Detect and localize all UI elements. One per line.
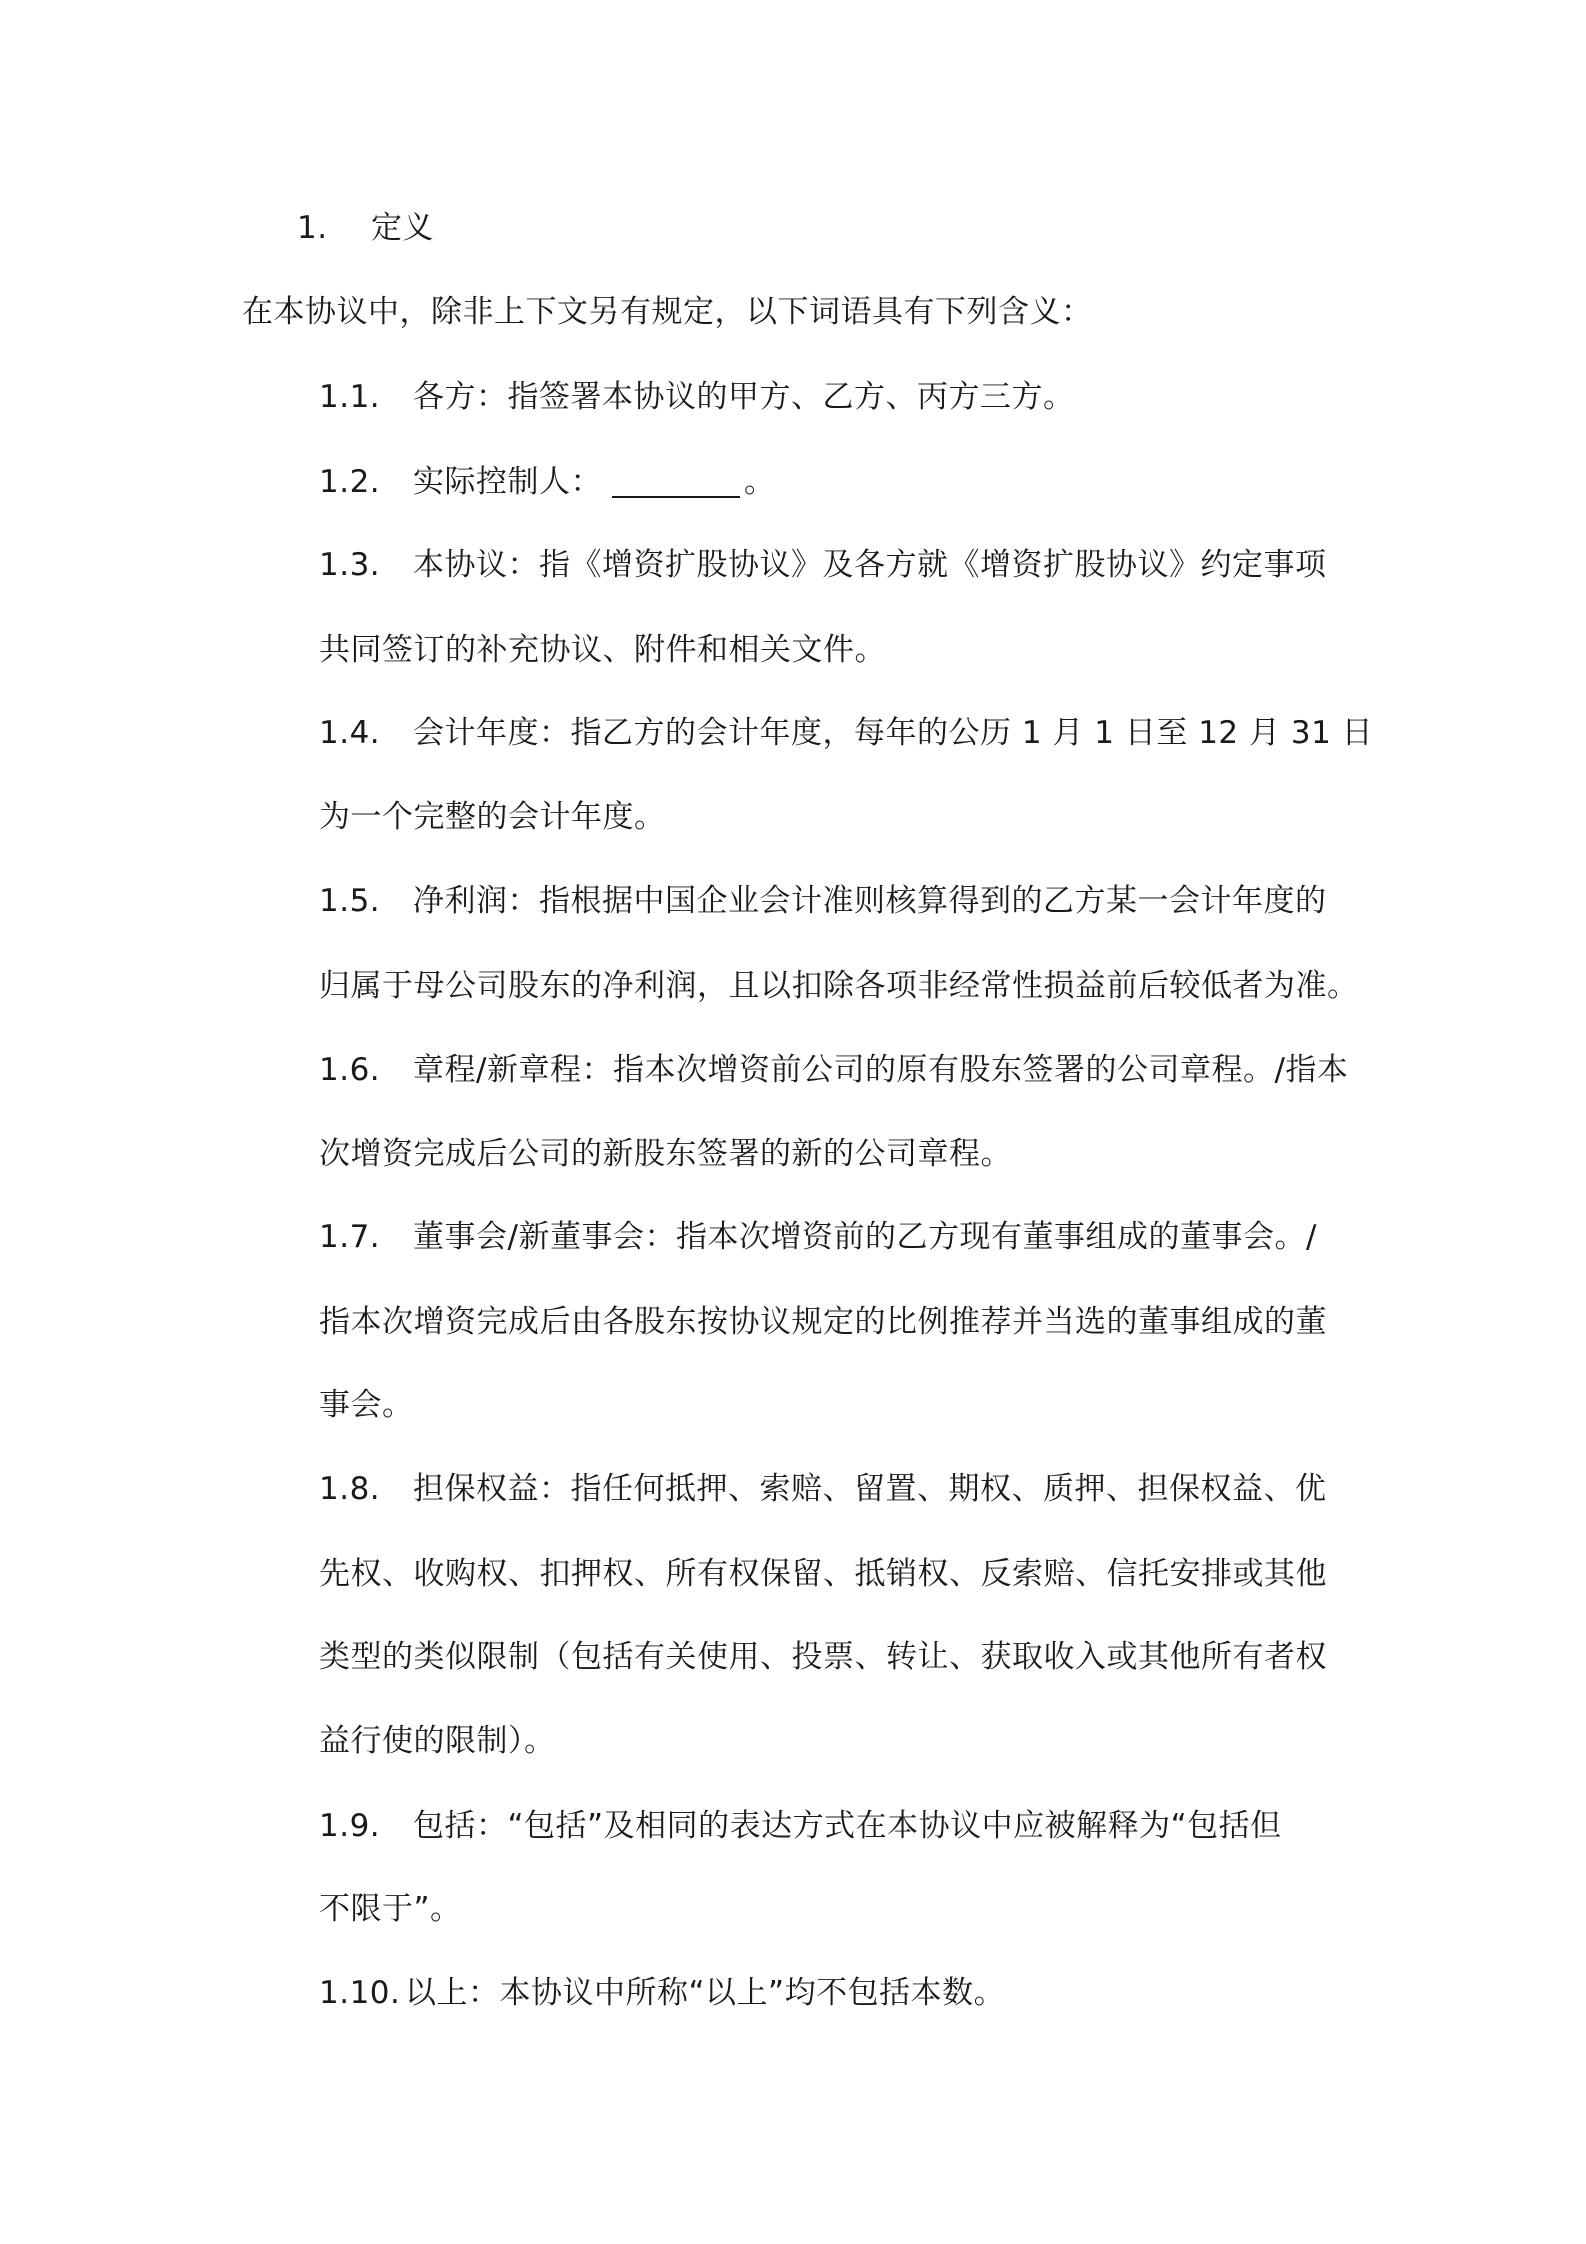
item-number: 1.2.: [319, 464, 381, 500]
item-number: 1.6.: [319, 1052, 381, 1088]
intro-paragraph: 在本协议中，除非上下文另有规定，以下词语具有下列含义：: [242, 294, 1093, 330]
item-continuation: 益行使的限制）。: [319, 1723, 556, 1759]
item-number: 1.7.: [319, 1219, 381, 1255]
item-continuation: 指本次增资完成后由各股东按协议规定的比例推荐并当选的董事组成的董: [319, 1304, 1327, 1340]
definition-item-1-6: [319, 1050, 1348, 1090]
item-text: 以上：本协议中所称“以上”均不包括本数。: [405, 1975, 1006, 2011]
item-text: 包括：“包括”及相同的表达方式在本协议中应被解释为“包括但: [413, 1808, 1282, 1844]
item-continuation: 不限于”。: [319, 1891, 462, 1927]
item-number: 1.5.: [319, 883, 381, 919]
item-number: 1.8.: [319, 1471, 381, 1507]
definition-item-1-4: [319, 713, 1373, 753]
section-number: 1.: [297, 210, 328, 246]
item-text: 各方：指签署本协议的甲方、乙方、丙方三方。: [413, 379, 1075, 415]
item-continuation: 为一个完整的会计年度。: [319, 799, 666, 835]
definition-item-1-9: [319, 1806, 1282, 1846]
item-continuation: 共同签订的补充协议、附件和相关文件。: [319, 632, 886, 668]
definition-item-1-10: [319, 1973, 1005, 2013]
item-continuation: 事会。: [319, 1387, 414, 1423]
definition-item-1-7: [319, 1217, 1317, 1257]
definition-item-1-1: [319, 377, 1075, 417]
item-text: 会计年度：指乙方的会计年度，每年的公历 1 月 1 日至 12 月 31 日: [413, 715, 1374, 751]
item-suffix: 。: [744, 464, 776, 500]
item-number: 1.1.: [319, 379, 381, 415]
item-text: 本协议：指《增资扩股协议》及各方就《增资扩股协议》约定事项: [413, 547, 1327, 583]
item-text: 担保权益：指任何抵押、索赔、留置、期权、质押、担保权益、优: [413, 1471, 1327, 1507]
fill-in-blank: [612, 466, 740, 498]
definition-item-1-2: [319, 462, 776, 502]
item-text: 章程/新章程：指本次增资前公司的原有股东签署的公司章程。/指本: [413, 1052, 1349, 1088]
item-number: 1.4.: [319, 715, 381, 751]
item-text: 净利润：指根据中国企业会计准则核算得到的乙方某一会计年度的: [413, 883, 1327, 919]
item-number: 1.10.: [319, 1975, 401, 2011]
definition-item-1-8: [319, 1469, 1327, 1509]
item-number: 1.3.: [319, 547, 381, 583]
item-continuation: 先权、收购权、扣押权、所有权保留、抵销权、反索赔、信托安排或其他: [319, 1556, 1327, 1592]
definition-item-1-5: [319, 881, 1327, 921]
item-label: 实际控制人：: [413, 464, 602, 500]
section-title: 定义: [371, 210, 434, 246]
item-text: 董事会/新董事会：指本次增资前的乙方现有董事组成的董事会。/: [413, 1219, 1317, 1255]
section-heading: [297, 208, 434, 248]
definition-item-1-3: [319, 545, 1327, 585]
item-continuation: 归属于母公司股东的净利润，且以扣除各项非经常性损益前后较低者为准。: [319, 968, 1359, 1004]
item-continuation: 次增资完成后公司的新股东签署的新的公司章程。: [319, 1136, 1012, 1172]
item-continuation: 类型的类似限制（包括有关使用、投票、转让、获取收入或其他所有者权: [319, 1639, 1327, 1675]
item-number: 1.9.: [319, 1808, 381, 1844]
